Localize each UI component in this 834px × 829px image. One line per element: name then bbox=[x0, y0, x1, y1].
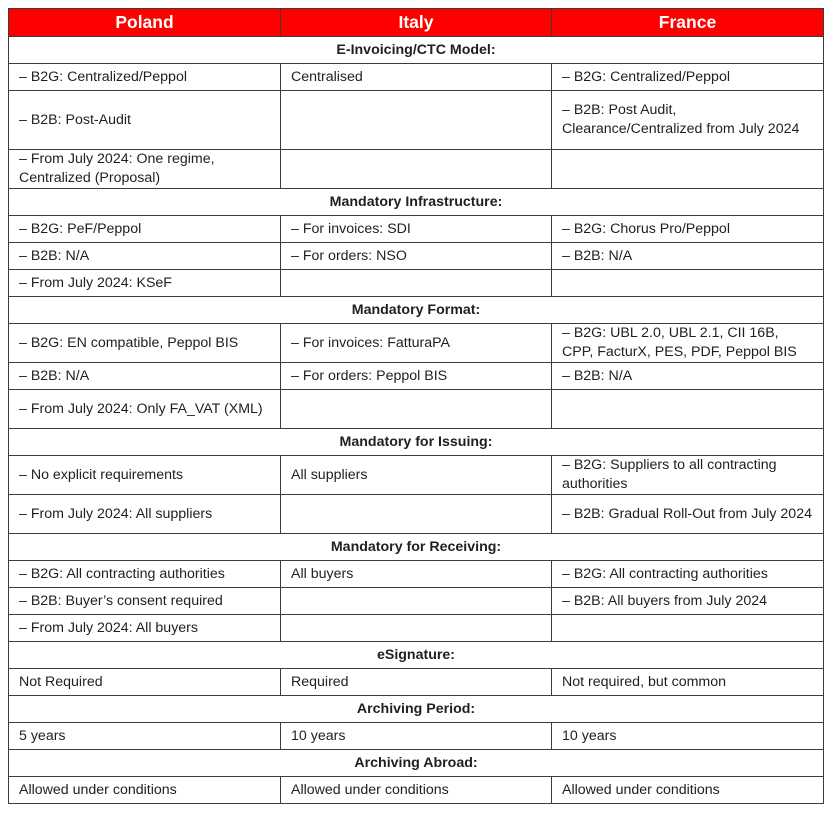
table-row bbox=[9, 588, 824, 615]
table-row bbox=[9, 561, 824, 588]
section-header bbox=[9, 696, 824, 723]
cell-france bbox=[552, 270, 824, 297]
cell-france: – B2G: All contracting authorities bbox=[552, 561, 824, 588]
section-title: Mandatory for Receiving: bbox=[9, 534, 824, 561]
cell-france: – B2G: Centralized/Peppol bbox=[552, 64, 824, 91]
cell-italy: Allowed under conditions bbox=[281, 777, 552, 804]
cell-poland: – From July 2024: KSeF bbox=[9, 270, 281, 297]
cell-italy: All buyers bbox=[281, 561, 552, 588]
header-italy: Italy bbox=[281, 9, 552, 37]
table-row bbox=[9, 324, 824, 363]
cell-italy: – For invoices: SDI bbox=[281, 216, 552, 243]
cell-italy: All suppliers bbox=[281, 456, 552, 495]
cell-poland: – B2B: Post-Audit bbox=[9, 91, 281, 150]
section-header bbox=[9, 189, 824, 216]
cell-italy: Required bbox=[281, 669, 552, 696]
cell-italy bbox=[281, 91, 552, 150]
cell-france: Allowed under conditions bbox=[552, 777, 824, 804]
section-title: Archiving Abroad: bbox=[9, 750, 824, 777]
table-row bbox=[9, 723, 824, 750]
section-title: E-Invoicing/CTC Model: bbox=[9, 37, 824, 64]
cell-france bbox=[552, 390, 824, 429]
cell-poland: Not Required bbox=[9, 669, 281, 696]
cell-italy: – For orders: NSO bbox=[281, 243, 552, 270]
header-france: France bbox=[552, 9, 824, 37]
cell-france bbox=[552, 615, 824, 642]
section-title: Mandatory Infrastructure: bbox=[9, 189, 824, 216]
table-row bbox=[9, 456, 824, 495]
cell-poland: – B2B: N/A bbox=[9, 363, 281, 390]
cell-italy bbox=[281, 150, 552, 189]
cell-poland: – B2G: EN compatible, Peppol BIS bbox=[9, 324, 281, 363]
cell-italy bbox=[281, 390, 552, 429]
section-header bbox=[9, 534, 824, 561]
cell-italy bbox=[281, 270, 552, 297]
cell-france: – B2B: Gradual Roll-Out from July 2024 bbox=[552, 495, 824, 534]
cell-poland: – B2B: Buyer’s consent required bbox=[9, 588, 281, 615]
cell-france: – B2G: UBL 2.0, UBL 2.1, CII 16B, CPP, FacturX, PES, PDF, Peppol BIS bbox=[552, 324, 824, 363]
cell-france bbox=[552, 150, 824, 189]
section-header bbox=[9, 750, 824, 777]
section-header bbox=[9, 297, 824, 324]
section-title: Mandatory Format: bbox=[9, 297, 824, 324]
table-row bbox=[9, 150, 824, 189]
cell-poland: – From July 2024: Only FA_VAT (XML) bbox=[9, 390, 281, 429]
cell-france: – B2B: N/A bbox=[552, 363, 824, 390]
cell-poland: 5 years bbox=[9, 723, 281, 750]
header-row bbox=[9, 9, 824, 37]
table-row bbox=[9, 270, 824, 297]
table-row bbox=[9, 64, 824, 91]
table-row bbox=[9, 615, 824, 642]
comparison-table bbox=[8, 8, 824, 804]
table-row bbox=[9, 243, 824, 270]
cell-france: – B2B: All buyers from July 2024 bbox=[552, 588, 824, 615]
cell-poland: – B2B: N/A bbox=[9, 243, 281, 270]
cell-poland: – From July 2024: One regime, Centralized (Proposal) bbox=[9, 150, 281, 189]
section-header bbox=[9, 37, 824, 64]
header-poland: Poland bbox=[9, 9, 281, 37]
cell-poland: – B2G: PeF/Peppol bbox=[9, 216, 281, 243]
cell-france: 10 years bbox=[552, 723, 824, 750]
cell-poland: – From July 2024: All buyers bbox=[9, 615, 281, 642]
cell-poland: – From July 2024: All suppliers bbox=[9, 495, 281, 534]
cell-france: – B2G: Chorus Pro/Peppol bbox=[552, 216, 824, 243]
section-header bbox=[9, 429, 824, 456]
cell-italy: 10 years bbox=[281, 723, 552, 750]
section-title: Mandatory for Issuing: bbox=[9, 429, 824, 456]
table-row bbox=[9, 777, 824, 804]
cell-italy: – For invoices: FatturaPA bbox=[281, 324, 552, 363]
cell-france: – B2B: Post Audit, Clearance/Centralized from July 2024 bbox=[552, 91, 824, 150]
section-title: Archiving Period: bbox=[9, 696, 824, 723]
cell-poland: – B2G: All contracting authorities bbox=[9, 561, 281, 588]
cell-france: Not required, but common bbox=[552, 669, 824, 696]
cell-poland: Allowed under conditions bbox=[9, 777, 281, 804]
table-row bbox=[9, 363, 824, 390]
table-row bbox=[9, 390, 824, 429]
cell-italy bbox=[281, 588, 552, 615]
section-header bbox=[9, 642, 824, 669]
section-title: eSignature: bbox=[9, 642, 824, 669]
cell-italy: Centralised bbox=[281, 64, 552, 91]
cell-poland: – No explicit requirements bbox=[9, 456, 281, 495]
cell-poland: – B2G: Centralized/Peppol bbox=[9, 64, 281, 91]
table-row bbox=[9, 91, 824, 150]
cell-france: – B2G: Suppliers to all contracting authorities bbox=[552, 456, 824, 495]
table-row bbox=[9, 216, 824, 243]
cell-italy bbox=[281, 495, 552, 534]
cell-france: – B2B: N/A bbox=[552, 243, 824, 270]
cell-italy bbox=[281, 615, 552, 642]
cell-italy: – For orders: Peppol BIS bbox=[281, 363, 552, 390]
table-row bbox=[9, 669, 824, 696]
table-row bbox=[9, 495, 824, 534]
